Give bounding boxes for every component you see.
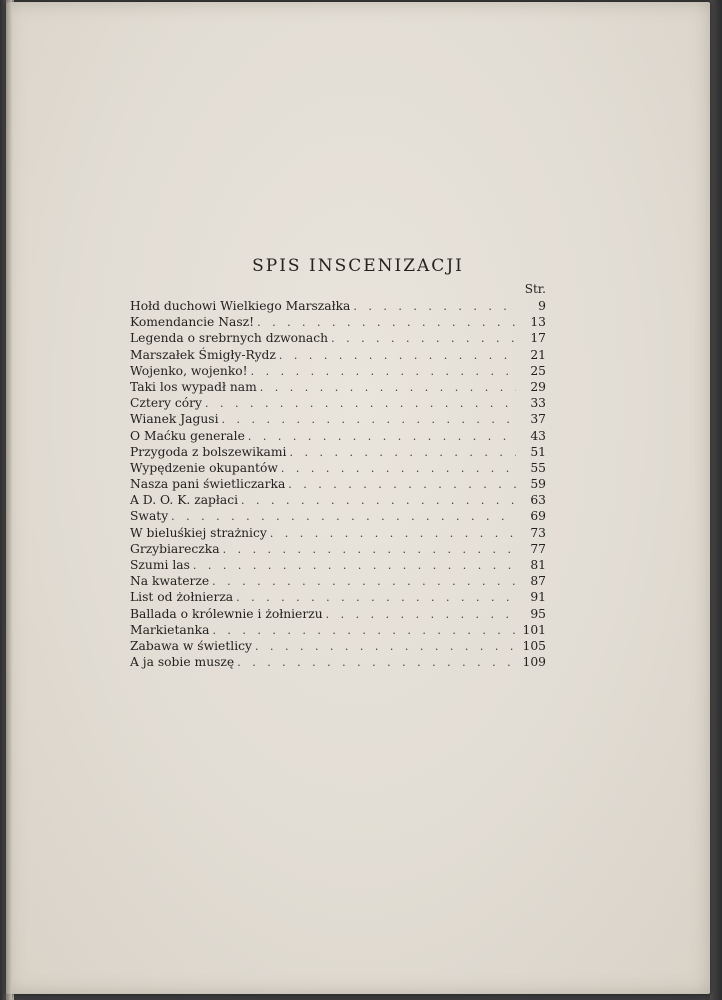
dot-leader [281, 461, 516, 477]
toc-entry-title: O Maćku generale [130, 428, 245, 443]
dot-leader [260, 380, 516, 396]
toc-entry-title: Legenda o srebrnych dzwonach [130, 331, 329, 346]
toc-entry [130, 654, 546, 670]
background-right-edge [710, 0, 722, 1000]
toc-entry-page: 29 [530, 379, 546, 394]
toc-entry [130, 508, 546, 524]
dot-leader [193, 558, 516, 574]
dot-leader [212, 574, 516, 590]
toc-entry [130, 638, 546, 654]
toc-entry-page: 73 [530, 525, 546, 540]
toc-entry-page: 63 [530, 493, 546, 508]
toc-entry-title: Na kwaterze [130, 574, 210, 589]
dot-leader [289, 445, 516, 461]
toc-entry [130, 541, 546, 557]
toc-entry [130, 363, 546, 379]
dot-leader [212, 623, 516, 639]
toc-entry-title: Grzybiareczka [130, 541, 220, 556]
dot-leader [236, 590, 516, 606]
toc-entry-page: 81 [530, 558, 546, 572]
dot-leader [171, 509, 516, 525]
toc-entry-title: A D. O. K. zapłaci [130, 493, 239, 508]
dot-leader [251, 364, 516, 380]
toc-entry-title: Zabawa w świetlicy [130, 638, 252, 653]
toc-entry [130, 476, 546, 492]
toc-entry [130, 460, 546, 476]
toc-entry [130, 589, 546, 605]
dot-leader [255, 639, 516, 655]
toc-entry [130, 492, 546, 508]
toc-entry-title: Szumi las [130, 558, 190, 572]
toc-entry-title: Swaty [130, 509, 169, 524]
toc-entry-title: Markietanka [130, 622, 210, 637]
dot-leader [223, 542, 516, 558]
toc-entry-title: Nasza pani świetliczarka [130, 477, 286, 492]
toc-entry-page: 69 [530, 509, 546, 524]
toc-entry-title: Taki los wypadł nam [130, 379, 257, 394]
toc-entry [130, 606, 546, 622]
toc-entry-title: Ballada o królewnie i żołnierzu [130, 606, 323, 621]
toc-entry-page: 87 [530, 574, 546, 589]
toc-entries [130, 298, 546, 670]
toc-entry-title: List od żołnierza [130, 590, 234, 605]
dot-leader [353, 299, 516, 315]
toc-entry-title: A ja sobie muszę [130, 655, 235, 670]
toc-entry-title: Wypędzenie okupantów [130, 460, 278, 475]
dot-leader [288, 477, 516, 493]
toc-entry-page: 59 [530, 477, 546, 492]
toc-entry [130, 411, 546, 427]
toc-entry-title: Wojenko, wojenko! [130, 363, 248, 378]
toc-entry-page: 77 [530, 541, 546, 556]
dot-leader [257, 315, 516, 331]
toc-entry-page: 33 [530, 396, 546, 411]
toc-entry-page: 25 [530, 363, 546, 378]
table-of-contents [130, 256, 546, 670]
toc-entry-page: 37 [530, 412, 546, 427]
toc-entry [130, 314, 546, 330]
toc-entry-page: 101 [522, 622, 546, 637]
toc-entry-title: Marszałek Śmigły-Rydz [130, 347, 276, 362]
toc-entry [130, 298, 546, 314]
toc-entry-title: W bieluśkiej strażnicy [130, 525, 267, 540]
toc-entry-page: 55 [530, 460, 546, 475]
toc-entry-page: 13 [530, 315, 546, 330]
toc-title: SPIS INSCENIZACJI [252, 256, 464, 276]
toc-entry [130, 428, 546, 444]
dot-leader [237, 655, 516, 671]
toc-entry [130, 347, 546, 363]
dot-leader [331, 331, 516, 347]
dot-leader [205, 396, 516, 412]
toc-entry-page: 105 [522, 638, 546, 653]
dot-leader [241, 493, 516, 509]
toc-entry-title: Przygoda z bolszewikami [130, 444, 287, 459]
toc-entry [130, 330, 546, 346]
dot-leader [248, 429, 516, 445]
toc-entry [130, 622, 546, 638]
toc-entry-title: Cztery córy [130, 396, 202, 411]
dot-leader [326, 607, 516, 623]
toc-entry-title: Komendancie Nasz! [130, 315, 255, 330]
dot-leader [270, 526, 516, 542]
toc-entry [130, 573, 546, 589]
binding-spine [6, 0, 12, 1000]
dot-leader [279, 348, 516, 364]
toc-entry-title: Wianek Jagusi [130, 412, 219, 427]
toc-entry [130, 557, 546, 573]
toc-entry-title: Hołd duchowi Wielkiego Marszałka [130, 299, 351, 313]
toc-entry-page: 95 [530, 606, 546, 621]
toc-entry-page: 9 [538, 299, 546, 313]
toc-entry [130, 444, 546, 460]
toc-entry [130, 395, 546, 411]
toc-entry-page: 91 [530, 590, 546, 605]
toc-entry [130, 379, 546, 395]
toc-entry-page: 43 [530, 428, 546, 443]
toc-entry-page: 21 [530, 347, 546, 362]
toc-entry-page: 109 [522, 655, 546, 670]
toc-entry [130, 525, 546, 541]
toc-entry-page: 17 [530, 331, 546, 346]
page-column-header: Str. [524, 282, 546, 296]
toc-entry-page: 51 [530, 444, 546, 459]
dot-leader [222, 412, 516, 428]
